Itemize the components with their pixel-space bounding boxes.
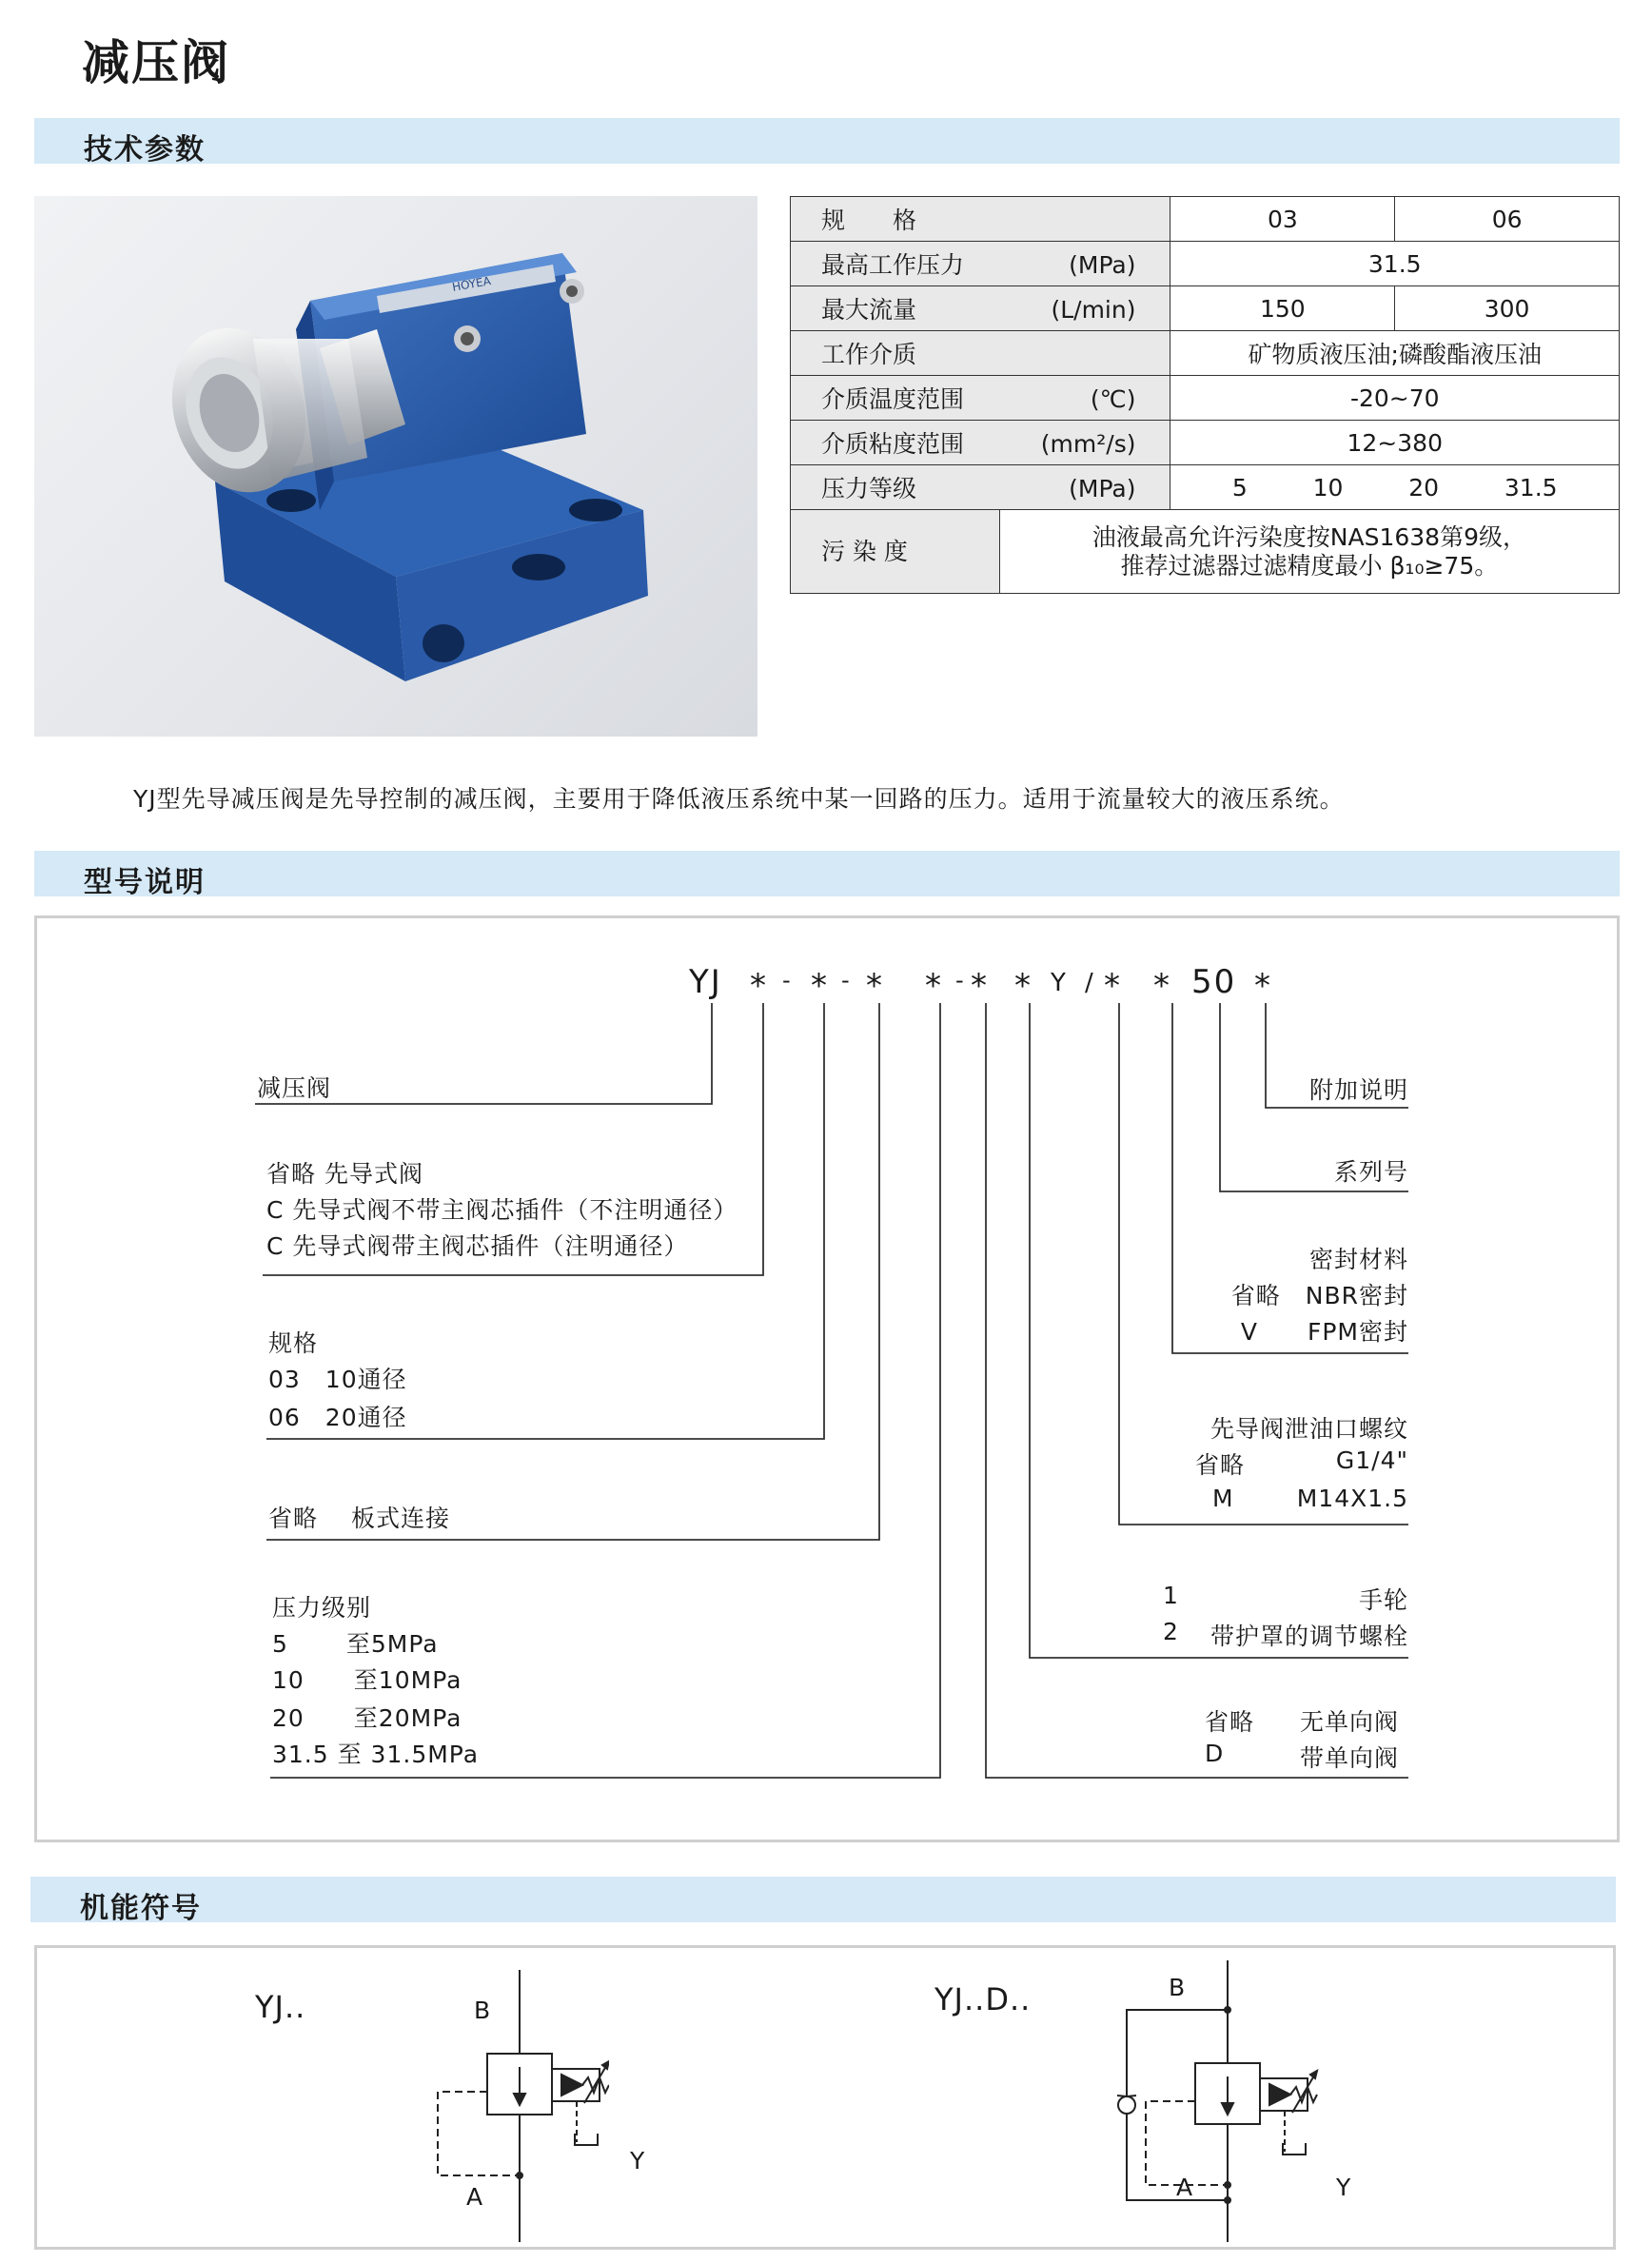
label-adjust-1-value: 手轮 — [1358, 1586, 1408, 1614]
spec-value: 300 — [1395, 286, 1620, 331]
label-pressure-title: 压力级别 — [272, 1594, 372, 1622]
spec-value: 06 — [1395, 197, 1620, 242]
label-size-title: 规格 — [268, 1329, 319, 1357]
spec-value: 31.5 — [1170, 242, 1620, 286]
brand-label: HOYEA — [451, 274, 492, 294]
label-adjust-2-value: 带护罩的调节螺栓 — [1210, 1623, 1408, 1650]
section-title-symbol: 机能符号 — [80, 1892, 202, 1925]
spec-label: 压力等级 (MPa) — [791, 465, 1170, 510]
label-check-d-key: D — [1205, 1740, 1225, 1767]
code-star-check: * — [971, 967, 989, 1005]
label-seal-v: V FPM密封 — [1240, 1318, 1408, 1346]
spec-label: 规 格 — [791, 197, 1170, 242]
symbol-1-port-a: A — [466, 2183, 484, 2211]
code-dash: - — [955, 967, 966, 994]
code-star-pressure: * — [925, 967, 943, 1005]
code-dash: - — [841, 967, 852, 994]
label-drain-omit-value: G1/4" — [1335, 1446, 1408, 1474]
label-size-06: 06 20通径 — [268, 1404, 407, 1431]
section-title-tech: 技术参数 — [84, 133, 206, 167]
pressure-class-31-5: 31.5 — [1504, 473, 1558, 502]
label-pressure-10: 10 至10MPa — [272, 1666, 462, 1694]
label-drain-title: 先导阀泄油口螺纹 — [1210, 1415, 1408, 1443]
symbol-2-label: YJ..D.. — [934, 1981, 1032, 2017]
label-type-title: 省略 先导式阀 — [266, 1160, 423, 1188]
section-header-symbol — [30, 1877, 1616, 1925]
section-title-model: 型号说明 — [84, 866, 206, 899]
pressure-class-10: 10 — [1312, 473, 1344, 502]
code-star-seal: * — [1153, 967, 1171, 1005]
spec-value: 03 — [1170, 197, 1395, 242]
pollution-line-2: 推荐过滤器过滤精度最小 β₁₀≥75。 — [1120, 551, 1499, 580]
spec-label: 最高工作压力 (MPa) — [791, 242, 1170, 286]
spec-value: 150 — [1170, 286, 1395, 331]
spec-label: 介质温度范围 (℃) — [791, 376, 1170, 421]
symbol-2-port-y: Y — [1336, 2174, 1352, 2201]
label-type-c2: C 先导式阀带主阀芯插件（注明通径） — [266, 1232, 689, 1260]
label-drain-m-value: M14X1.5 — [1296, 1485, 1408, 1512]
symbol-1-label: YJ.. — [255, 1989, 306, 2025]
label-adjust-1-key: 1 — [1163, 1582, 1179, 1609]
code-yj: YJ — [689, 963, 722, 1001]
label-pressure-5: 5 至5MPa — [272, 1630, 439, 1658]
pollution-line-1: 油液最高允许污染度按NAS1638第9级， — [1092, 522, 1526, 551]
spec-unit: (mm²/s) — [1040, 430, 1136, 458]
symbol-1-diagram — [419, 1970, 609, 2246]
label-extra: 附加说明 — [1308, 1076, 1408, 1104]
spec-label: 工作介质 — [791, 331, 1170, 376]
code-star-connection: * — [866, 967, 884, 1005]
spec-value: 12~380 — [1170, 421, 1620, 465]
symbol-2-diagram — [1104, 1960, 1351, 2246]
spec-label: 介质粘度范围 (mm²/s) — [791, 421, 1170, 465]
label-series: 系列号 — [1333, 1158, 1408, 1186]
code-series: 50 — [1191, 963, 1237, 1001]
spec-label: 最大流量 (L/min) — [791, 286, 1170, 331]
code-star-drain: * — [1104, 967, 1122, 1005]
label-size-03: 03 10通径 — [268, 1366, 407, 1393]
label-pressure-20: 20 至20MPa — [272, 1704, 462, 1732]
spec-unit: (L/min) — [1051, 296, 1136, 324]
spec-unit: (MPa) — [1069, 251, 1136, 279]
label-valve: 减压阀 — [257, 1074, 332, 1102]
spec-unit: (MPa) — [1069, 475, 1136, 502]
pressure-class-20: 20 — [1408, 473, 1440, 502]
spec-value: -20~70 — [1170, 376, 1620, 421]
label-check-d-value: 带单向阀 — [1299, 1744, 1399, 1772]
code-star-extra: * — [1254, 967, 1272, 1005]
label-drain-m-key: M — [1212, 1485, 1234, 1512]
symbol-2-port-a: A — [1176, 2174, 1194, 2201]
code-slash: / — [1085, 969, 1095, 997]
symbol-2-port-b: B — [1169, 1974, 1187, 2001]
label-adjust-2-key: 2 — [1163, 1618, 1179, 1645]
symbol-1-port-y: Y — [630, 2147, 646, 2174]
product-description: YJ型先导减压阀是先导控制的减压阀，主要用于降低液压系统中某一回路的压力。适用于流量较大的液压系统。 — [133, 785, 1345, 813]
code-star-size: * — [811, 967, 829, 1005]
spec-value: 矿物质液压油;磷酸酯液压油 — [1170, 331, 1620, 376]
label-type-c1: C 先导式阀不带主阀芯插件（不注明通径） — [266, 1196, 738, 1224]
label-seal-omit: 省略 NBR密封 — [1230, 1282, 1408, 1309]
code-y: Y — [1051, 969, 1068, 997]
label-connection: 省略 板式连接 — [268, 1505, 450, 1532]
label-drain-omit-key: 省略 — [1195, 1451, 1246, 1479]
code-dash: - — [782, 967, 793, 994]
code-star-adjust: * — [1014, 967, 1032, 1005]
label-seal-title: 密封材料 — [1308, 1246, 1408, 1273]
spec-unit: (℃) — [1090, 385, 1136, 413]
label-check-omit-key: 省略 — [1205, 1708, 1255, 1736]
code-star-type: * — [750, 967, 768, 1005]
spec-label: 污 染 度 — [791, 510, 1000, 594]
symbol-1-port-b: B — [474, 1997, 492, 2024]
label-check-omit-value: 无单向阀 — [1299, 1708, 1399, 1736]
pressure-class-5: 5 — [1231, 473, 1248, 502]
label-pressure-31-5: 31.5 至 31.5MPa — [272, 1741, 480, 1768]
page-title: 减压阀 — [82, 35, 230, 90]
